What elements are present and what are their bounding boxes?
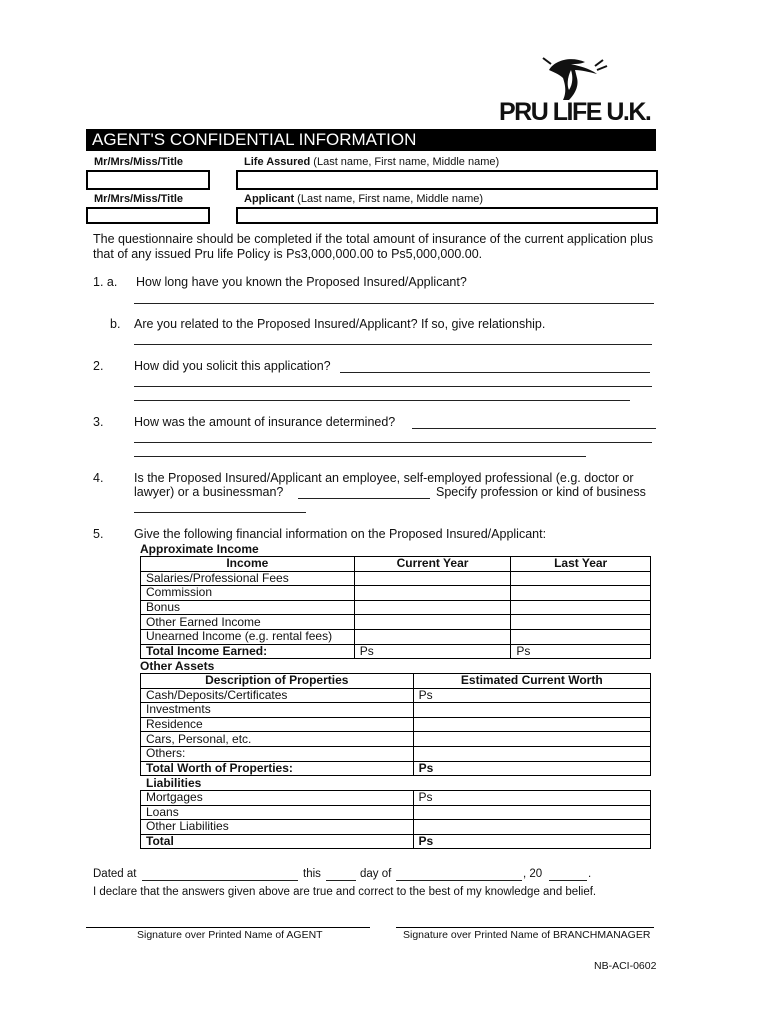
intro-paragraph: The questionnaire should be completed if the total amount of insurance of the current application plus that of any issued Pru life Policy is Ps3,000,000.00 to Ps5,000,000.00. (93, 232, 654, 261)
q3-answer-line-1[interactable] (412, 428, 656, 429)
applicant-label: Applicant (Last name, First name, Middle name) (244, 193, 484, 205)
income-row-label: Salaries/Professional Fees (141, 571, 355, 586)
table-row (141, 746, 651, 761)
assets-header-description: Description of Properties (141, 674, 414, 689)
agent-signature-label: Signature over Printed Name of AGENT (137, 929, 323, 941)
pru-life-logo (495, 56, 655, 126)
liability-cell[interactable] (413, 820, 651, 835)
assets-section-title: Other Assets (140, 659, 215, 673)
assets-total-row (141, 761, 651, 776)
table-row (141, 688, 651, 703)
q5-text: Give the following financial information on the Proposed Insured/Applicant: (134, 527, 547, 541)
income-section-title: Approximate Income (140, 542, 259, 556)
q2-answer-line-2[interactable] (134, 386, 652, 387)
q1a-number: 1. a. (93, 275, 118, 289)
income-header-current-year: Current Year (354, 557, 511, 572)
liabilities-table (140, 790, 651, 849)
assets-header-worth: Estimated Current Worth (413, 674, 650, 689)
income-cell[interactable] (511, 629, 651, 644)
q3-answer-line-3[interactable] (134, 456, 586, 457)
asset-row-label: Investments (141, 703, 414, 718)
applicant-name-field[interactable] (236, 207, 658, 224)
day-line[interactable] (326, 880, 356, 881)
table-row (141, 820, 651, 835)
income-total-last[interactable]: Ps (511, 644, 651, 659)
q5-number: 5. (93, 527, 104, 541)
income-header-income: Income (141, 557, 355, 572)
manager-signature-label: Signature over Printed Name of BRANCHMANAGER (403, 929, 651, 941)
asset-row-label: Others: (141, 746, 414, 761)
q4-answer-line-1[interactable] (298, 498, 430, 499)
asset-cell[interactable] (413, 703, 650, 718)
form-code: NB-ACI-0602 (594, 960, 657, 972)
income-row-label: Unearned Income (e.g. rental fees) (141, 629, 355, 644)
liabilities-total-value[interactable]: Ps (413, 834, 651, 849)
table-row (141, 717, 651, 732)
income-total-row (141, 644, 651, 659)
liability-row-label: Mortgages (141, 791, 414, 806)
q4-text-line-1: Is the Proposed Insured/Applicant an employee, self-employed professional (e.g. doctor or (134, 471, 634, 485)
income-cell[interactable] (354, 586, 511, 601)
year-line[interactable] (549, 880, 587, 881)
income-cell[interactable] (354, 600, 511, 615)
income-cell[interactable] (511, 615, 651, 630)
asset-cell[interactable] (413, 732, 650, 747)
day-of-label: day of (360, 868, 392, 880)
asset-cell[interactable] (413, 746, 650, 761)
form-title-bar: AGENT'S CONFIDENTIAL INFORMATION (86, 129, 656, 151)
q1a-text: How long have you known the Proposed Insured/Applicant? (136, 275, 467, 289)
asset-row-label: Cars, Personal, etc. (141, 732, 414, 747)
income-row-label: Bonus (141, 600, 355, 615)
income-header-row (141, 557, 651, 572)
q2-answer-line-3[interactable] (134, 400, 630, 401)
title-field-applicant[interactable] (86, 207, 210, 224)
liability-row-label: Other Liabilities (141, 820, 414, 835)
table-row (141, 629, 651, 644)
year-prefix-label: , 20 (523, 868, 543, 880)
manager-signature-line[interactable] (396, 927, 654, 928)
table-row (141, 586, 651, 601)
liability-row-label: Loans (141, 805, 414, 820)
life-assured-label: Life Assured (Last name, First name, Middle name) (244, 156, 500, 168)
life-assured-name-field[interactable] (236, 170, 658, 190)
table-row (141, 600, 651, 615)
income-total-label: Total Income Earned: (141, 644, 355, 659)
asset-row-label: Cash/Deposits/Certificates (141, 688, 414, 703)
q2-text: How did you solicit this application? (134, 359, 331, 373)
asset-row-label: Residence (141, 717, 414, 732)
title-label-applicant: Mr/Mrs/Miss/Title (94, 193, 184, 205)
table-row (141, 703, 651, 718)
this-label: this (303, 868, 321, 880)
income-row-label: Commission (141, 586, 355, 601)
title-label-life-assured: Mr/Mrs/Miss/Title (94, 156, 184, 168)
table-row (141, 805, 651, 820)
liabilities-section-title: Liabilities (146, 776, 202, 790)
q4-text-line-2b: Specify profession or kind of business (436, 485, 646, 499)
assets-table (140, 673, 651, 776)
date-period: . (588, 868, 592, 880)
q3-answer-line-2[interactable] (134, 442, 652, 443)
assets-total-value[interactable]: Ps (413, 761, 650, 776)
assets-total-label: Total Worth of Properties: (141, 761, 414, 776)
title-field-life-assured[interactable] (86, 170, 210, 190)
table-row (141, 571, 651, 586)
q4-answer-line-2[interactable] (134, 512, 306, 513)
liabilities-total-row (141, 834, 651, 849)
q2-number: 2. (93, 359, 104, 373)
q4-number: 4. (93, 471, 104, 485)
income-cell[interactable] (511, 600, 651, 615)
q1b-number: b. (110, 317, 121, 331)
liability-cell[interactable] (413, 805, 651, 820)
income-cell[interactable] (354, 571, 511, 586)
liabilities-total-label: Total (141, 834, 414, 849)
declaration-text: I declare that the answers given above are true and correct to the best of my knowledge and belief. (93, 886, 597, 898)
income-cell[interactable] (354, 615, 511, 630)
lady-head-icon (541, 56, 611, 102)
q3-number: 3. (93, 415, 104, 429)
table-row (141, 791, 651, 806)
income-cell[interactable] (511, 586, 651, 601)
income-cell[interactable] (354, 629, 511, 644)
income-row-label: Other Earned Income (141, 615, 355, 630)
assets-header-row (141, 674, 651, 689)
liability-cell[interactable]: Ps (413, 791, 651, 806)
dated-at-label: Dated at (93, 868, 137, 880)
q4-text-line-2a: lawyer) or a businessman? (134, 485, 284, 499)
asset-cell[interactable] (413, 717, 650, 732)
income-cell[interactable] (511, 571, 651, 586)
q2-answer-line-1[interactable] (340, 372, 650, 373)
month-line[interactable] (396, 880, 522, 881)
income-table (140, 556, 651, 659)
logo-wordmark: PRU LIFE U.K. (499, 98, 651, 126)
asset-cell[interactable]: Ps (413, 688, 650, 703)
agent-signature-line[interactable] (86, 927, 370, 928)
table-row (141, 615, 651, 630)
dated-at-line[interactable] (142, 880, 298, 881)
q1a-answer-line[interactable] (134, 303, 654, 304)
income-header-last-year: Last Year (511, 557, 651, 572)
q1b-answer-line[interactable] (134, 344, 652, 345)
income-total-current[interactable]: Ps (354, 644, 511, 659)
table-row (141, 732, 651, 747)
q1b-text: Are you related to the Proposed Insured/Applicant? If so, give relationship. (134, 317, 546, 331)
q3-text: How was the amount of insurance determined? (134, 415, 396, 429)
